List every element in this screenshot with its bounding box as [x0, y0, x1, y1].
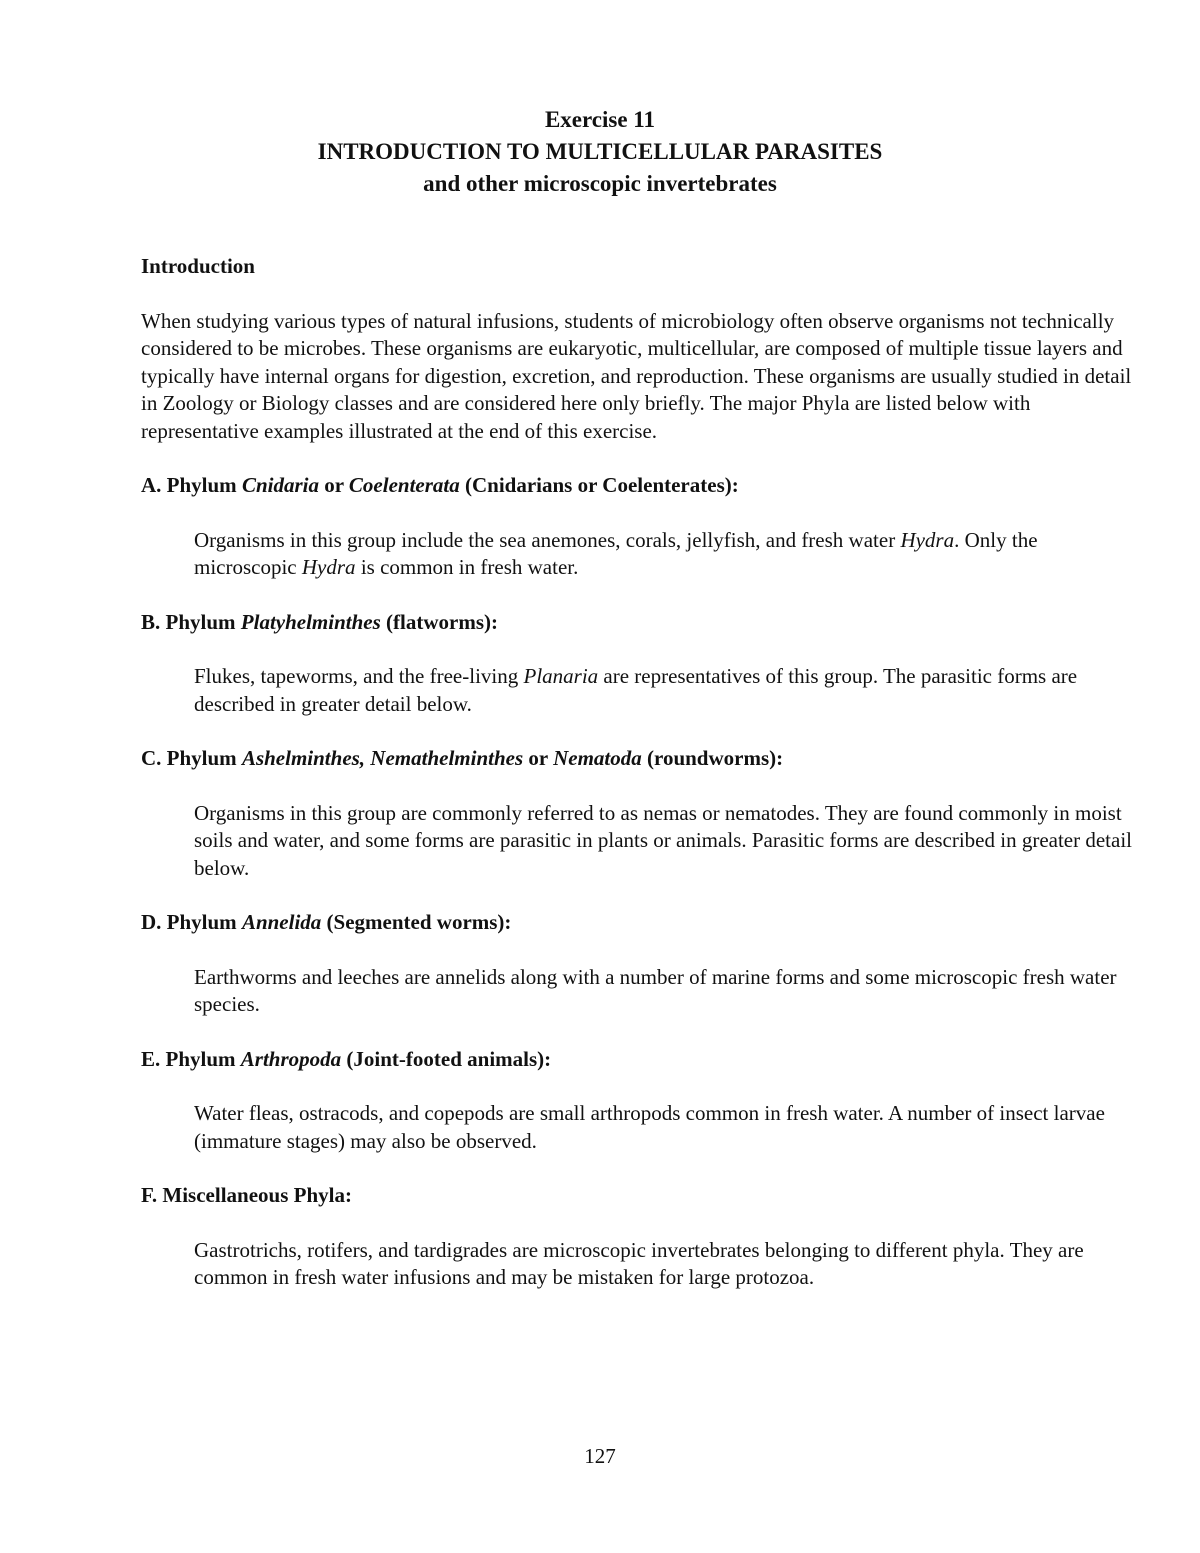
section-b-prefix: B. Phylum: [141, 609, 241, 634]
section-a-body-text-3: is common in fresh water.: [355, 555, 579, 579]
section-a-body: [194, 527, 1141, 582]
section-e-body: Water fleas, ostracods, and copepods are small arthropods common in fresh water. A number of insect larvae (immature stages) may also be observed.: [194, 1101, 1105, 1153]
title-block: [0, 104, 1200, 200]
section-a-heading: [141, 472, 1141, 500]
section-b-suffix: (flatworms):: [380, 609, 498, 634]
section-b-body-text-1: Flukes, tapeworms, and the free-living: [194, 664, 524, 688]
exercise-subtitle: and other microscopic invertebrates: [423, 171, 777, 196]
section-a-body-text-2: . Only the microscopic: [194, 527, 1038, 579]
section-e-name-1: Arthropoda: [240, 1046, 342, 1071]
section-d-suffix: (Segmented worms):: [321, 910, 512, 934]
section-a-prefix: A. Phylum: [141, 473, 242, 497]
section-f-heading: F. Miscellaneous Phyla:: [141, 1183, 352, 1207]
section-a-mid: or: [318, 473, 349, 497]
section-d-prefix: D. Phylum: [141, 910, 242, 934]
exercise-title: INTRODUCTION TO MULTICELLULAR PARASITES: [317, 139, 883, 164]
section-b-body: [194, 663, 1141, 718]
section-e-prefix: E. Phylum: [141, 1046, 241, 1071]
page-number: 127: [584, 1444, 616, 1468]
section-b-body-italic-1: Planaria: [523, 664, 599, 688]
section-c-suffix: (roundworms):: [641, 746, 784, 770]
section-c-name-2: Nematoda: [553, 746, 642, 770]
section-c-name-1: Ashelminthes, Nemathelminthes: [241, 746, 524, 770]
section-c-heading: [141, 745, 1141, 773]
section-c-body: Organisms in this group are commonly referred to as nemas or nematodes. They are found commonly in moist soils and water, and some forms are parasitic in plants or animals. Parasitic forms are described in greater detail below.: [194, 800, 1133, 880]
section-f-body: Gastrotrichs, rotifers, and tardigrades are microscopic invertebrates belonging to different phyla. They are common in fresh water infusions and may be mistaken for large protozoa.: [194, 1237, 1084, 1289]
exercise-number: Exercise 11: [544, 107, 656, 132]
section-e-heading: [141, 1046, 1141, 1074]
section-d-name-1: Annelida: [241, 910, 322, 934]
section-b-name-1: Platyhelminthes: [240, 609, 381, 634]
section-a-name-1: Cnidaria: [241, 473, 319, 497]
document-body: [141, 253, 1141, 1292]
section-a-suffix: (Cnidarians or Coelenterates):: [459, 473, 739, 497]
section-e-suffix: (Joint-footed animals):: [341, 1046, 552, 1071]
section-d-heading: [141, 909, 1141, 937]
section-b-body-text-2: are representatives of this group. The parasitic forms are described in greater detail below.: [194, 664, 1078, 716]
section-a-name-2: Coelenterata: [348, 473, 460, 497]
section-b-heading: [141, 609, 1141, 637]
section-c-prefix: C. Phylum: [141, 746, 242, 770]
section-a-body-italic-1: Hydra: [900, 527, 955, 552]
introduction-heading: Introduction: [141, 254, 255, 278]
introduction-paragraph: When studying various types of natural infusions, students of microbiology often observe organisms not technically considered to be microbes. These organisms are eukaryotic, multicellular, are composed of multiple tissue layers and typically have internal organs for digestion, excretion, and reproduction. These organisms are usually studied in detail in Zoology or Biology classes and are considered here only briefly. The major Phyla are listed below with representative examples illustrated at the end of this exercise.: [141, 308, 1132, 443]
section-a-body-text-1: Organisms in this group include the sea anemones, corals, jellyfish, and fresh water: [194, 527, 901, 552]
section-d-body: Earthworms and leeches are annelids along with a number of marine forms and some microscopic fresh water species.: [194, 964, 1117, 1016]
section-c-mid: or: [523, 746, 554, 770]
section-a-body-italic-2: Hydra: [301, 555, 356, 579]
